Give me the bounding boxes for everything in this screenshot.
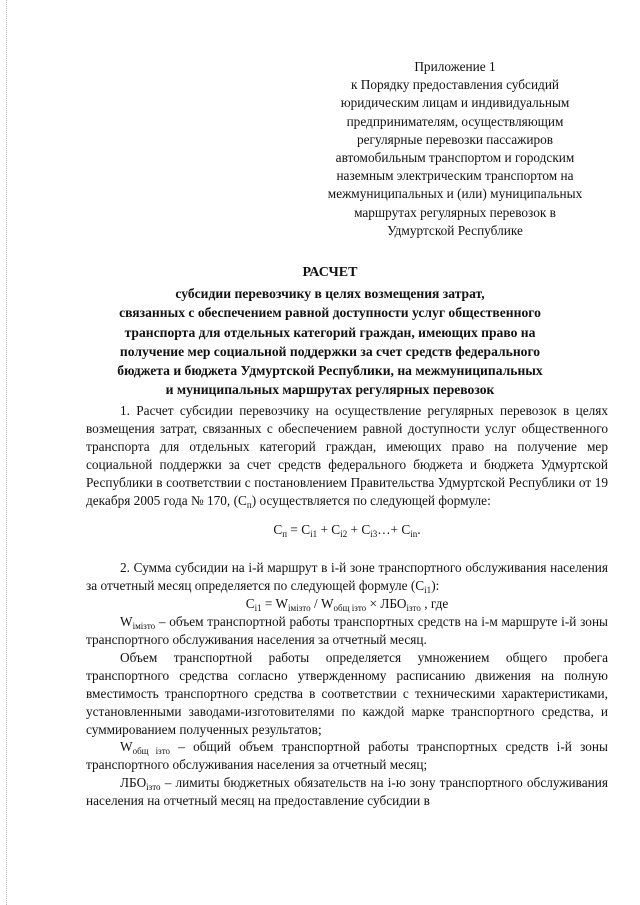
paragraph-2-text: 2. Сумма субсидии на i-й маршрут в i-й зоне транспортного обслуживания населения за отчетный месяц определяется по следующей формуле (С xyxy=(86,560,608,594)
appendix-line: Приложение 1 xyxy=(414,59,496,74)
title-line: связанных с обеспечением равной доступности услуг общественного xyxy=(119,305,541,321)
appendix-line: межмуниципальных и (или) муниципальных xyxy=(327,186,583,202)
formula-sub: общ iзто xyxy=(333,603,367,614)
formula-part: С xyxy=(245,596,255,612)
formula-sub: п xyxy=(282,529,288,540)
formula-part: = С xyxy=(287,522,311,538)
formula-total xyxy=(86,521,608,539)
formula-route xyxy=(86,595,608,613)
formula-sub: i2 xyxy=(340,529,348,540)
title-line: транспорта для отдельных категорий граждан, имеющих право на xyxy=(124,324,536,340)
paragraph-1-sub: п xyxy=(246,499,252,510)
variable-sub: общ iзто xyxy=(132,746,171,757)
appendix-line: регулярные перевозки пассажиров xyxy=(356,131,554,147)
formula-sub: iмiзто xyxy=(288,603,311,614)
paragraph-5-text: – общий объем транспортной работы транспортных средств i-й зоны транспортного обслуживания населения за отчетный месяц; xyxy=(86,739,608,773)
formula-sub: i1 xyxy=(254,603,262,614)
variable: ЛБО xyxy=(120,775,147,791)
formula-part: С xyxy=(273,522,283,538)
formula-sub: in xyxy=(410,529,418,540)
title-line: бюджета и бюджета Удмуртской Республики, на межмуниципальных xyxy=(117,363,543,379)
formula-part: + С xyxy=(347,522,371,538)
title-line: и муниципальных маршрутах регулярных перевозок xyxy=(165,382,495,398)
formula-part: . xyxy=(417,522,421,538)
appendix-line: предпринимателям, осуществляющим xyxy=(346,113,564,129)
formula-part: × ЛБО xyxy=(366,596,407,612)
title-line: субсидии перевозчику в целях возмещения затрат, xyxy=(175,286,485,302)
formula-part: , где xyxy=(420,596,449,612)
appendix-line: к Порядку предоставления субсидий xyxy=(350,77,560,93)
title-line: получение мер социальной поддержки за счет средств федерального xyxy=(119,343,541,359)
formula-part: + С xyxy=(317,522,341,538)
paragraph-4: Объем транспортной работы определяется умножением общего пробега транспортного средства согласно утвержденному расписанию движения на полную вместимость транспортного средства в соответствии с техническими характеристиками, установленными заводами-изготовителями по каждой марке транспортного средства, и суммированием полученных результатов; xyxy=(86,649,608,737)
appendix-header xyxy=(300,58,610,240)
paragraph-2 xyxy=(86,559,608,595)
appendix-line: автомобильным транспортом и городским xyxy=(335,150,575,166)
paragraph-1-text: 1. Расчет субсидии перевозчику на осуществление регулярных перевозок в целях возмещения затрат, связанных с обеспечением равной доступности услуг общественного транспорта для отдельных категорий граждан, имеющих право на получение мер социальной поддержки за счет средств федерального бюджета и бюджета Удмуртской Республики в соответствии с постановлением Правительства Удмуртской Республики от 19 декабря 2005 года № 170, (С xyxy=(86,403,608,508)
paragraph-1 xyxy=(86,402,608,509)
appendix-line: Удмуртской Республике xyxy=(387,222,523,238)
paragraph-3-text: – объем транспортной работы транспортных средств на i-м маршруте i-й зоны транспортного обслуживания населения за отчетный месяц. xyxy=(86,614,608,647)
appendix-line: маршрутах регулярных перевозок в xyxy=(354,204,556,220)
appendix-line: наземным электрическим транспортом на xyxy=(336,168,574,184)
paragraph-6 xyxy=(86,774,608,810)
paragraph-2-sub: i1 xyxy=(424,585,432,596)
paragraph-6-text: – лимиты бюджетных обязательств на i-ю зону транспортного обслуживания населения на отчетный месяц на предоставление субсидии в xyxy=(86,775,608,809)
formula-sub: i1 xyxy=(310,529,318,540)
formula-sub: i3 xyxy=(370,529,378,540)
paragraph-1-end: ) осуществляется по следующей формуле: xyxy=(251,492,491,508)
formula-part: = W xyxy=(261,596,289,612)
variable-sub: iзто xyxy=(146,782,161,793)
appendix-line: юридическим лицам и индивидуальным xyxy=(340,95,570,111)
paragraph-2-end: ): xyxy=(431,578,440,594)
formula-part: …+ С xyxy=(377,522,411,538)
variable: W xyxy=(120,614,133,630)
document-title xyxy=(70,263,590,399)
scan-margin-line xyxy=(6,0,8,905)
variable: W xyxy=(120,739,133,755)
formula-sub: iзто xyxy=(406,603,421,614)
title-heading: РАСЧЕТ xyxy=(302,265,358,280)
variable-sub: iмiзто xyxy=(132,621,156,632)
paragraph-3 xyxy=(86,613,608,649)
document-body xyxy=(86,402,608,810)
paragraph-5 xyxy=(86,738,608,774)
formula-part: / W xyxy=(310,596,334,612)
